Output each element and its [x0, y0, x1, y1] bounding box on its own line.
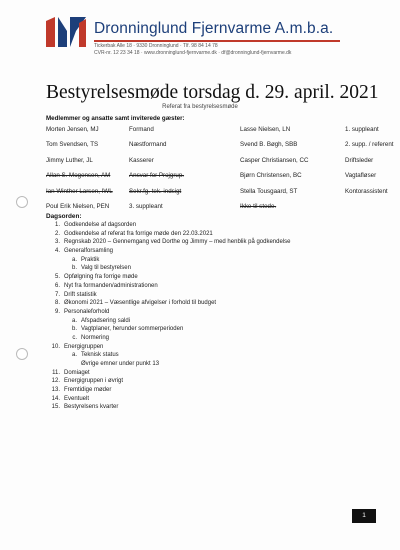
agenda-list [46, 222, 366, 413]
agenda-item [46, 361, 366, 370]
member-role: Kasserer [129, 156, 154, 164]
agenda-item [46, 404, 366, 413]
agenda-item-text: Bestyrelsens kvarter [64, 404, 119, 411]
member-row [46, 157, 376, 172]
agenda-item [46, 309, 366, 318]
member-role: Sekr.fg. tek. indsigt [129, 187, 182, 195]
agenda-item [46, 326, 366, 335]
member-name: Morten Jensen, MJ [46, 126, 99, 133]
agenda-item [46, 370, 366, 379]
member-row [46, 172, 376, 187]
agenda-item-text: Generalforsamling [64, 248, 114, 255]
agenda-item-number: 15. [51, 404, 60, 411]
agenda-item-number: a. [71, 256, 77, 263]
member-name: Jimmy Luther, JL [46, 156, 93, 164]
page-subtitle: Referat fra bestyrelsesmøde [162, 104, 238, 110]
agenda-item-text: Teknisk status [81, 352, 119, 359]
agenda-item-text: Nyt fra formanden/administrationen [64, 282, 158, 289]
member-name: Tom Svendsen, TS [46, 141, 99, 149]
agenda-item-number: 9. [54, 308, 60, 315]
agenda-item [46, 248, 366, 257]
agenda-item-number: 3. [54, 239, 60, 246]
member-role: Driftsleder [345, 156, 374, 164]
page-title: Bestyrelsesmøde torsdag d. 29. april. 2021 [46, 82, 379, 103]
member-name: Stella Tousgaard, ST [240, 187, 298, 195]
member-role: Kontorassistent [345, 187, 388, 195]
member-name: Lasse Nielsen, LN [240, 126, 291, 133]
header-rule [94, 40, 340, 42]
punch-hole [16, 196, 28, 208]
agenda-item-text: Praktik [81, 256, 100, 263]
agenda-item-number: b. [71, 265, 77, 272]
agenda-item-text: Opfølgning fra forrige møde [64, 274, 138, 281]
member-name: Ikke til stede. [240, 202, 277, 210]
company-address: Tickerbak Alle 18 · 9330 Dronninglund · Tlf. 98 84 14 78 [94, 43, 218, 49]
agenda-item-number: 12. [51, 378, 60, 385]
agenda-item [46, 283, 366, 292]
agenda-item [46, 239, 366, 248]
agenda-item [46, 265, 366, 274]
member-row [46, 203, 376, 218]
agenda-item-text: Øvrige emner under punkt 13 [81, 361, 160, 367]
agenda-item [46, 318, 366, 327]
agenda-item-number: c. [72, 334, 77, 341]
company-name: Dronninglund Fjernvarme A.m.b.a. [94, 20, 334, 37]
agenda-item-number: 7. [54, 291, 60, 298]
agenda-item-number: 14. [51, 395, 60, 402]
member-role: 1. suppleant [345, 126, 379, 133]
agenda-item-text: Vagtplaner, herunder sommerperioden [81, 326, 184, 333]
agenda-item-number: 6. [54, 282, 60, 289]
agenda-item [46, 344, 366, 353]
member-role: Vagtafløser [345, 172, 377, 180]
agenda-item-number: 1. [54, 222, 60, 228]
member-row [46, 141, 394, 156]
agenda-item-text: Energigruppen i øvrigt [64, 378, 124, 385]
agenda-item [46, 378, 366, 387]
member-name: Ian Winther Larsen, IWL [46, 187, 113, 195]
member-role: Ansvar for Projgrup. [129, 172, 185, 180]
agenda-item [46, 292, 366, 301]
agenda-item-text: Eventuelt [64, 395, 90, 402]
agenda-item-text: Afspadsering saldi [81, 317, 131, 324]
agenda-item-text: Fremtidige møder [64, 387, 112, 394]
company-logo-icon [46, 17, 86, 47]
agenda-item-text: Energigruppen [64, 343, 104, 350]
agenda-item-number: 10. [51, 343, 60, 350]
agenda-item-number: 5. [54, 274, 60, 281]
agenda-item [46, 396, 366, 405]
agenda-item-number: 8. [54, 300, 60, 307]
member-role: Næstformand [129, 141, 167, 149]
member-name: Allan S. Mogensen, AM [46, 172, 111, 180]
member-name: Poul Erik Nielsen, PEN [46, 202, 110, 210]
page-number: 1 [352, 509, 376, 523]
agenda-item-number: 11. [52, 369, 60, 376]
agenda-item [46, 300, 366, 309]
agenda-item [46, 387, 366, 396]
member-row [46, 187, 388, 203]
agenda-item-number: 13. [51, 387, 60, 394]
member-name: Casper Christiansen, CC [240, 156, 309, 164]
agenda-item-text: Regnskab 2020 – Gennemgang ved Dorthe og Jimmy – med henblik på godkendelse [64, 239, 291, 246]
member-role: Formand [129, 126, 154, 133]
company-cvr: CVR-nr. 12 23 34 18 · www.dronninglund-fjernvarme.dk · df@dronninglund-fjernvarme.dk [94, 50, 292, 56]
agenda-item [46, 274, 366, 283]
agenda-item-text: Drift statistik [64, 291, 97, 298]
agenda-item-text: Domiaget [64, 369, 90, 376]
agenda-heading: Dagsorden: [46, 213, 82, 220]
agenda-item-text: Godkendelse af dagsorden [64, 222, 137, 228]
members-table [46, 126, 394, 218]
member-name: Svend B. Bøgh, SBB [240, 141, 298, 149]
member-role: 3. suppleant [129, 202, 163, 210]
agenda-item-number: 2. [54, 230, 60, 237]
agenda-item-text: Godkendelse af referat fra forrige møde den 22.03.2021 [64, 230, 213, 237]
member-row [46, 126, 379, 141]
agenda-item [46, 257, 366, 266]
agenda-item [46, 352, 366, 361]
members-heading: Medlemmer og ansatte samt inviterede gæster: [46, 115, 185, 122]
agenda-item-text: Normering [81, 334, 110, 341]
agenda-item-number: a. [71, 317, 77, 324]
agenda-item-text: Økonomi 2021 – Væsentlige afvigelser i forhold til budget [64, 300, 217, 307]
member-role: 2. supp. / referent [345, 141, 394, 149]
punch-hole [16, 348, 28, 360]
agenda-item-text: Personaleforhold [64, 308, 110, 315]
agenda-item-number: 4. [54, 248, 60, 255]
member-name: Bjørn Christensen, BC [240, 172, 302, 180]
agenda-item-text: Valg til bestyrelsen [81, 265, 131, 272]
agenda-item [46, 335, 366, 344]
agenda-item-number: a. [71, 352, 77, 359]
agenda-item-number: b. [71, 326, 77, 333]
agenda-item [46, 222, 366, 231]
